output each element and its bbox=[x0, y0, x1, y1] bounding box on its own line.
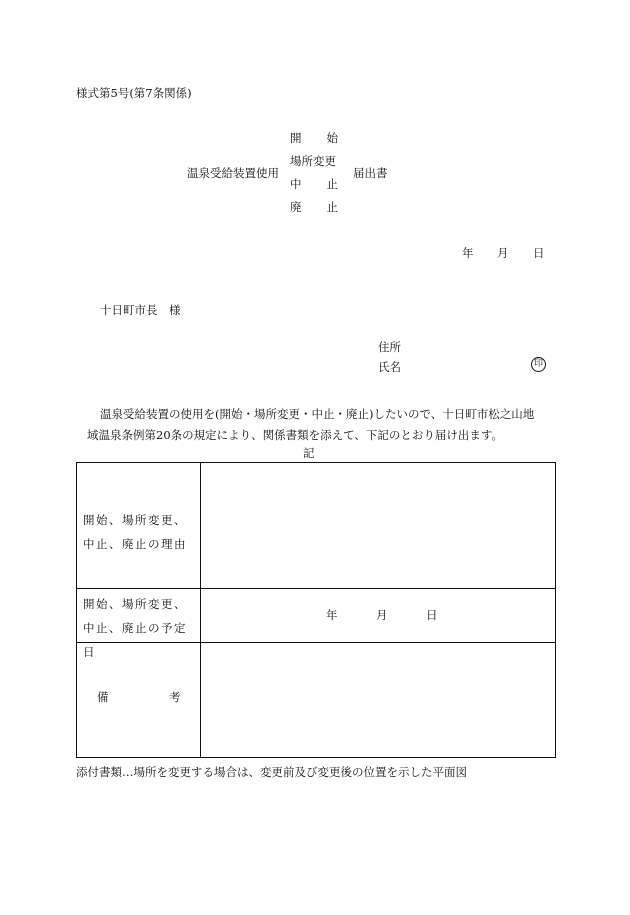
table-date-year: 年 bbox=[326, 608, 338, 622]
body-text bbox=[87, 404, 557, 446]
title-option-abolish-b: 止 bbox=[326, 200, 338, 214]
table-date-day: 日 bbox=[426, 608, 438, 622]
name-label: 氏名 bbox=[378, 360, 401, 374]
table-date-month: 月 bbox=[376, 608, 388, 622]
title-option-abolish-a: 廃 bbox=[290, 200, 302, 214]
body-line-2: 域温泉条例第20条の規定により、関係書類を添えて、下記のとおり届け出ます。 bbox=[87, 428, 503, 442]
title-suffix: 届出書 bbox=[353, 166, 388, 180]
addressee: 十日町市長 様 bbox=[100, 303, 181, 317]
date-year: 年 bbox=[462, 246, 474, 260]
date-label: 開始、場所変更、中止、廃止の予定日 bbox=[83, 597, 187, 659]
title-main: 温泉受給装置使用 bbox=[187, 166, 279, 180]
title-option-location-change bbox=[290, 153, 338, 169]
reason-label-cell bbox=[77, 463, 201, 588]
address-label: 住所 bbox=[378, 340, 401, 354]
notes-label-a: 備 bbox=[97, 690, 109, 704]
title-option-suspend-b: 止 bbox=[326, 177, 338, 191]
title-option-suspend-a: 中 bbox=[290, 177, 302, 191]
reason-value-cell[interactable] bbox=[201, 463, 555, 588]
form-number: 様式第5号(第7条関係) bbox=[76, 86, 192, 100]
title-option-location-change-a: 場所変更 bbox=[290, 154, 336, 168]
date-value-cell[interactable] bbox=[201, 589, 555, 642]
notes-label-b: 考 bbox=[169, 690, 181, 704]
seal-icon: 印 bbox=[531, 357, 546, 372]
date-label-cell bbox=[77, 589, 201, 659]
title-option-suspend bbox=[290, 176, 338, 192]
ki-label: 記 bbox=[303, 446, 315, 460]
notes-value-cell[interactable] bbox=[201, 643, 555, 757]
attachment-note: 添付書類…場所を変更する場合は、変更前及び変更後の位置を示した平面図 bbox=[76, 765, 467, 779]
title-option-start-a: 開 bbox=[290, 131, 302, 145]
title-option-start-b: 始 bbox=[326, 131, 338, 145]
row-reason bbox=[77, 463, 555, 589]
title-option-start bbox=[290, 130, 338, 146]
row-date bbox=[77, 589, 555, 659]
date-month: 月 bbox=[497, 246, 509, 260]
form-table bbox=[76, 462, 556, 758]
notes-label-cell bbox=[77, 643, 201, 757]
date-day: 日 bbox=[533, 246, 545, 260]
body-line-1: 温泉受給装置の使用を(開始・場所変更・中止・廃止)したいので、十日町市松之山地 bbox=[100, 407, 535, 421]
reason-label: 開始、場所変更、中止、廃止の理由 bbox=[83, 513, 187, 551]
row-notes bbox=[77, 643, 555, 757]
title-option-abolish bbox=[290, 199, 338, 215]
